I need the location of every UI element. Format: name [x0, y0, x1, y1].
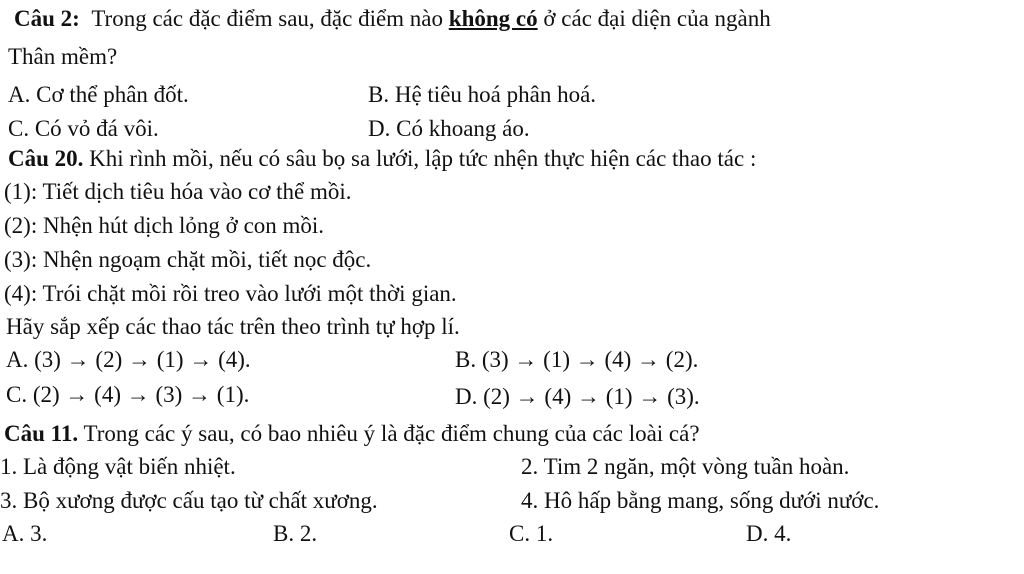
question-20-step-4: (4): Trói chặt mồi rồi treo vào lưới một thời gian.	[4, 281, 457, 306]
question-11-statement-1: 1. Là động vật biến nhiệt.	[0, 454, 236, 479]
question-20-option-a: A. (3) → (2) → (1) → (4).	[6, 347, 251, 372]
question-20-option-b: B. (3) → (1) → (4) → (2).	[455, 347, 699, 372]
question-2-line-1	[14, 5, 771, 33]
question-20-step-2: (2): Nhện hút dịch lỏng ở con mồi.	[4, 213, 325, 238]
question-11-option-d: D. 4.	[746, 521, 792, 546]
question-11-text: Trong các ý sau, có bao nhiêu ý là đặc điểm chung của các loài cá?	[83, 421, 700, 446]
question-2-option-d: D. Có khoang áo.	[368, 116, 530, 141]
question-20-label: Câu 20.	[8, 146, 84, 171]
question-20-instruction: Hãy sắp xếp các thao tác trên theo trình tự hợp lí.	[6, 314, 460, 339]
question-11-line-1	[4, 420, 700, 448]
question-11-option-b: B. 2.	[273, 521, 318, 546]
question-20-option-d: D. (2) → (4) → (1) → (3).	[455, 384, 700, 409]
question-2-line-2: Thân mềm?	[8, 44, 118, 69]
question-2-option-b: B. Hệ tiêu hoá phân hoá.	[368, 82, 597, 107]
question-11-option-c: C. 1.	[509, 521, 554, 546]
question-20-step-1: (1): Tiết dịch tiêu hóa vào cơ thể mồi.	[4, 179, 352, 204]
question-20-line-1	[8, 145, 756, 173]
question-2-option-a: A. Cơ thể phân đốt.	[8, 82, 189, 107]
question-11-statement-3: 3. Bộ xương được cấu tạo từ chất xương.	[0, 488, 378, 513]
question-2-label: Câu 2:	[14, 6, 80, 31]
question-20-option-c: C. (2) → (4) → (3) → (1).	[6, 382, 250, 407]
question-11-label: Câu 11.	[4, 421, 79, 446]
question-20-step-3: (3): Nhện ngoạm chặt mồi, tiết nọc độc.	[4, 247, 372, 272]
question-11-statement-2: 2. Tim 2 ngăn, một vòng tuần hoàn.	[521, 454, 850, 479]
question-11-statement-4: 4. Hô hấp bằng mang, sống dưới nước.	[521, 488, 880, 513]
question-2-emphasis: không có	[448, 6, 538, 31]
question-2-text-after: ở các đại diện của ngành	[543, 6, 771, 31]
question-11-option-a: A. 3.	[2, 521, 48, 546]
question-2-text-before: Trong các đặc điểm sau, đặc điểm nào	[91, 6, 444, 31]
question-20-text: Khi rình mồi, nếu có sâu bọ sa lưới, lập tức nhện thực hiện các thao tác :	[89, 146, 757, 171]
question-2-option-c: C. Có vỏ đá vôi.	[8, 116, 159, 141]
